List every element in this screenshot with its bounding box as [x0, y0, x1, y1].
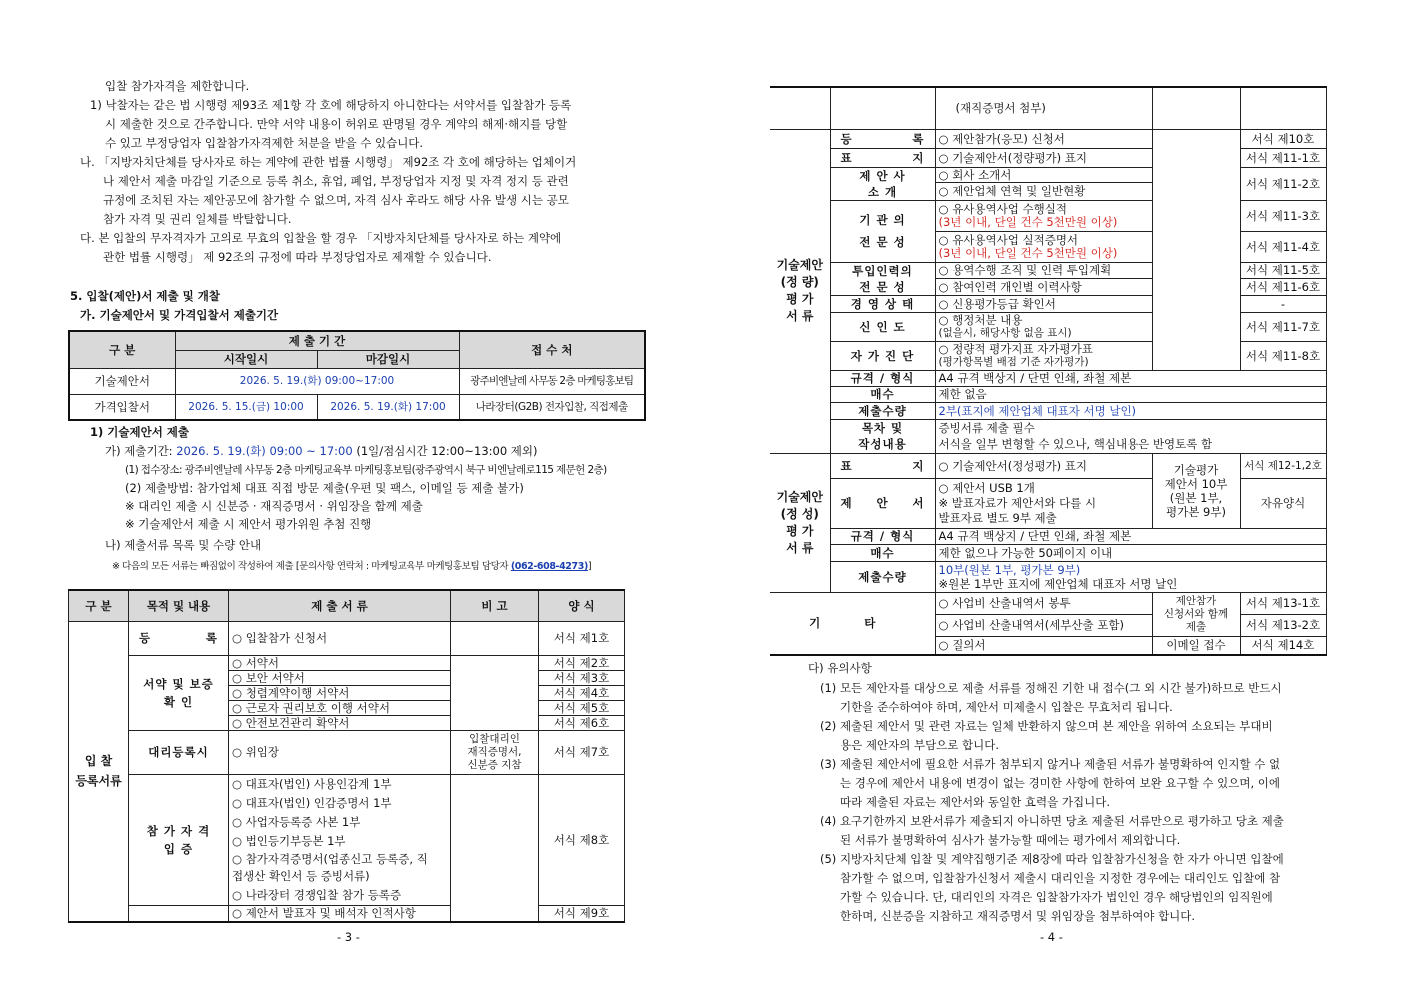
row-label: 기술제안서 [69, 368, 175, 394]
text-line: 1) 낙찰자는 같은 법 시행령 제93조 제1항 각 호에 해당하지 아니한다는 서약서를 입찰참가 등록 [90, 98, 572, 112]
period-value: 2026. 5. 15.(금) 10:00 [175, 394, 317, 420]
row-label: 자 가 진 단 [830, 341, 935, 370]
note-line: 는 경우에 제안서 내용에 변경이 없는 경미한 사항에 한하여 보완 요구할 수 있으며, 이에 [840, 776, 1280, 790]
text-line: 수 있고 부정당업자 입찰참가자격제한 처분을 받을 수 있습니다. [105, 136, 424, 150]
note-cell: 이메일 접수 [1152, 636, 1240, 655]
doc-item [935, 312, 1152, 341]
form-number: 서식 제11-8호 [1240, 341, 1326, 370]
group-label: 기술제안 (정 량) 평 가 서 류 [770, 129, 830, 453]
form-number: 서식 제4호 [539, 685, 625, 700]
note-cell: 입찰대리인 재직증명서, 신분증 지참 [451, 730, 539, 774]
sub-heading: 다) 유의사항 [808, 661, 872, 675]
form-number: 서식 제12-1,2호 [1240, 453, 1326, 478]
row-label: 규격 / 형식 [830, 370, 935, 386]
text-span: 가) 제출기간: [105, 444, 177, 458]
doc-item: ○ 용역수행 조직 및 인력 투입계획 [935, 262, 1152, 279]
doc-item: ○ 제안참가(응모) 신청서 [935, 129, 1152, 148]
note-cell [451, 774, 539, 922]
form-number: 서식 제10호 [1240, 129, 1326, 148]
form-number: 서식 제11-3호 [1240, 200, 1326, 231]
note-line: 참가할 수 없으며, 입찰참가신청서 제출시 대리인을 지정한 경우에는 대리인도 입찰에 참 [840, 871, 1281, 885]
doc-item: ○ 대표자(법인) 인감증명서 1부 [229, 793, 451, 812]
group-cell [770, 87, 830, 129]
spec-value: A4 규격 백상지 / 단면 인쇄, 좌철 제본 [935, 370, 1326, 386]
form-number: 자유양식 [1240, 478, 1326, 528]
form-number: 서식 제6호 [539, 715, 625, 730]
group-label: 기술제안 (정 성) 평 가 서 류 [770, 453, 830, 592]
text-line: 규정에 조치된 자는 제안공모에 참가할 수 없으며, 자격 심사 후라도 해당 사유 발생 시는 공모 [103, 193, 569, 207]
col-header: 비 고 [451, 590, 539, 621]
form-number: 서식 제1호 [539, 621, 625, 655]
phone-link[interactable]: (062-608-4273) [510, 561, 588, 572]
col-header: 마감일시 [317, 350, 459, 368]
form-number: 서식 제14호 [1240, 636, 1326, 655]
row-label: 경 영 상 태 [830, 295, 935, 312]
note-cell [451, 621, 539, 655]
doc-item: ○ 기술제안서(정성평가) 표지 [935, 453, 1152, 478]
note-cell [1152, 87, 1240, 129]
row-label: 기 타 [770, 592, 935, 655]
doc-item [935, 341, 1152, 370]
col-header: 접 수 처 [459, 331, 645, 368]
text-line: 다. 본 입찰의 무자격자가 고의로 무효의 입찰을 할 경우 「지방자치단체를 당사자로 하는 계약에 [80, 231, 562, 245]
doc-item: ○ 참여인력 개인별 이력사항 [935, 279, 1152, 296]
form-number: 서식 제11-2호 [1240, 167, 1326, 200]
form-number: 서식 제3호 [539, 670, 625, 685]
doc-sub: (없을시, 해당사항 없음 표시) [938, 326, 1072, 339]
doc-condition: (3년 이내, 단일 건수 5천만원 이상) [938, 245, 1118, 260]
text-line: 참가 자격 및 권리 일체를 박탈합니다. [103, 212, 292, 226]
doc-item: ○ 제안서 발표자 및 배석자 인적사항 [229, 905, 451, 922]
doc-item: ○ 회사 소개서 [935, 167, 1152, 183]
label-cell [830, 87, 935, 129]
note-line: 한하며, 신분증을 지참하고 재직증명서 및 위임장을 첨부하여야 합니다. [840, 909, 1196, 923]
row-label: 참 가 자 격 입 증 [129, 774, 229, 905]
page-3 [0, 0, 700, 992]
qty-value [935, 561, 1326, 592]
form-number: 서식 제11-6호 [1240, 279, 1326, 296]
page-4 [700, 0, 1403, 992]
row-label: 기 관 의 전 문 성 [830, 200, 935, 262]
row-label: 대리등록시 [129, 730, 229, 774]
qty-line: ※원본 1부만 표지에 제안업체 대표자 서명 날인 [938, 576, 1178, 591]
doc-item: ○ 질의서 [935, 636, 1152, 655]
row-label: 가격입찰서 [69, 394, 175, 420]
doc-item [935, 200, 1152, 231]
row-label: 서약 및 보증 확 인 [129, 655, 229, 730]
text-line: 나 제안서 제출 마감일 기준으로 등록 취소, 휴업, 폐업, 부정당업자 지정 및 자격 정지 등 관련 [103, 174, 569, 188]
pages-value: 제한 없으나 가능한 50페이지 이내 [935, 544, 1326, 561]
text-line: (1) 접수장소: 광주비엔날레 사무동 2층 마케팅교육부 마케팅홍보팀(광주광역시 북구 비엔날레로115 제문헌 2층) [125, 464, 607, 476]
doc-item: ○ 청렴계약이행 서약서 [229, 685, 451, 700]
note-line: 기한을 준수하여야 하며, 제안서 미제출시 입찰은 무효처리 됩니다. [840, 700, 1173, 714]
row-label: 표 지 [830, 148, 935, 167]
doc-item [935, 231, 1152, 262]
doc-condition: (3년 이내, 단일 건수 5천만원 이상) [938, 214, 1118, 229]
doc-item: ○ 신용평가등급 확인서 [935, 295, 1152, 312]
note-cell [1152, 129, 1240, 370]
col-header: 제 출 서 류 [229, 590, 451, 621]
form-cell [1240, 87, 1326, 129]
note-line: 가할 수 있습니다. 단, 대리인의 자격은 입찰참가자가 법인인 경우 해당법인의 임직원에 [840, 890, 1273, 904]
doc-item: ○ 나라장터 경쟁입찰 참가 등록증 [229, 886, 451, 905]
doc-item: (재직증명서 첨부) [935, 87, 1152, 129]
doc-item: ○ 보안 서약서 [229, 670, 451, 685]
doc-item: ○ 서약서 [229, 655, 451, 670]
note-line: 따라 제출된 자료는 제안서와 동일한 효력을 가집니다. [840, 795, 1110, 809]
col-header: 목적 및 내용 [129, 590, 229, 621]
col-header: 시작일시 [175, 350, 317, 368]
text-line: 시 제출한 것으로 간주합니다. 만약 서약 내용이 허위로 판명될 경우 계약의 해제·해지를 당할 [105, 117, 568, 131]
form-number: - [1240, 295, 1326, 312]
qty-value: 2부(표지에 제안업체 대표자 서명 날인) [935, 402, 1326, 419]
period-value: 2026. 5. 19.(화) 17:00 [317, 394, 459, 420]
col-header: 제 출 기 간 [175, 331, 459, 350]
text-line: 입찰 참가자격을 제한합니다. [105, 79, 250, 93]
row-label: 투입인력의 전 문 성 [830, 262, 935, 295]
period-table [68, 330, 646, 421]
col-header: 구 분 [69, 590, 129, 621]
col-header: 양 식 [539, 590, 625, 621]
form-number: 서식 제5호 [539, 700, 625, 715]
pages-value: 제한 없음 [935, 386, 1326, 402]
note-line: (4) 요구기한까지 보완서류가 제출되지 아니하면 당초 제출된 서류만으로 평가하고 당초 제출 [820, 814, 1284, 828]
place-value: 나라장터(G2B) 전자입찰, 직접제출 [459, 394, 645, 420]
doc-item: ○ 참가자격증명서(업종신고 등록증, 직 접생산 확인서 등 증빙서류) [229, 850, 451, 886]
form-number: 서식 제8호 [539, 774, 625, 905]
note-line: (5) 지방자치단체 입찰 및 계약집행기준 제8장에 따라 입찰참가신청을 한 자가 아니면 입찰에 [820, 852, 1284, 866]
doc-item: ○ 사업비 산출내역서 봉투 [935, 592, 1152, 614]
sub-heading: 1) 기술제안서 제출 [90, 425, 190, 439]
doc-item: ○ 제안업체 연혁 및 일반현황 [935, 183, 1152, 200]
page-number: - 4 - [1040, 930, 1063, 944]
row-label: 표 지 [830, 453, 935, 478]
form-number: 서식 제2호 [539, 655, 625, 670]
period-value: 2026. 5. 19.(화) 09:00~17:00 [175, 368, 459, 394]
row-label: 제출수량 [830, 402, 935, 419]
form-number: 서식 제11-5호 [1240, 262, 1326, 279]
row-label: 등 록 [129, 621, 229, 655]
row-label: 등 록 [830, 129, 935, 148]
row-label: 매수 [830, 386, 935, 402]
text-line: 나) 제출서류 목록 및 수량 안내 [105, 538, 262, 552]
doc-item: ○ 위임장 [229, 730, 451, 774]
qty-line: 10부(원본 1부, 평가본 9부) [938, 562, 1081, 577]
note-line: (2) 제출된 제안서 및 관련 자료는 일체 반환하지 않으며 본 제안을 위하여 소요되는 부대비 [820, 719, 1273, 733]
text-line [105, 443, 538, 460]
note-line: 된 서류가 불명확하여 심사가 불가능할 때에는 평가에서 제외합니다. [840, 833, 1181, 847]
toc-value: 증빙서류 제출 필수 서식을 일부 변형할 수 있으나, 핵심내용은 반영토록 함 [935, 419, 1326, 453]
note-cell: 제안참가 신청서와 함께 제출 [1152, 592, 1240, 636]
doc-item: ○ 입찰참가 신청서 [229, 621, 451, 655]
date-span: 2026. 5. 19.(화) 09:00 ~ 17:00 [176, 444, 353, 458]
doc-item: ○ 사업자등록증 사본 1부 [229, 812, 451, 831]
documents-table [68, 589, 625, 923]
col-header: 구 분 [69, 331, 175, 368]
tech-docs-table [770, 86, 1327, 656]
text-line: 나. 「지방자치단체를 당사자로 하는 계약에 관한 법률 시행령」 제92조 각 호에 해당하는 업체이거 [80, 155, 577, 169]
form-number: 서식 제9호 [539, 905, 625, 922]
sub-heading: 가. 기술제안서 및 가격입찰서 제출기간 [80, 308, 279, 322]
doc-text: ○ 행정처분 내용 [938, 312, 1023, 327]
doc-item: ○ 법인등기부등본 1부 [229, 831, 451, 850]
doc-item: ○ 대표자(법인) 사용인감계 1부 [229, 774, 451, 793]
row-label: 규격 / 형식 [830, 528, 935, 544]
note-line: (3) 제출된 제안서에 필요한 서류가 첨부되지 않거나 제출된 서류가 불명확하여 인지할 수 없 [820, 757, 1281, 771]
row-label: 목차 및 작성내용 [830, 419, 935, 453]
note-line [112, 558, 591, 575]
doc-item: ○ 기술제안서(정량평가) 표지 [935, 148, 1152, 167]
text-span: ※ 다음의 모든 서류는 빠짐없이 작성하여 제출 [문의사항 연락처 : 마케팅교육부 마케팅홍보팀 담당자 [112, 561, 511, 572]
form-number: 서식 제11-4호 [1240, 231, 1326, 262]
place-value: 광주비엔날레 사무동 2층 마케팅홍보팀 [459, 368, 645, 394]
group-label: 입 찰 등록서류 [69, 621, 129, 922]
form-number: 서식 제13-2호 [1240, 614, 1326, 636]
page-number: - 3 - [337, 930, 360, 944]
row-label: 매수 [830, 544, 935, 561]
note-line: (1) 모든 제안자를 대상으로 제출 서류를 정해진 기한 내 접수(그 외 시간 불가)하므로 반드시 [820, 681, 1282, 695]
section-heading: 5. 입찰(제안)서 제출 및 개찰 [70, 289, 220, 303]
doc-item: ○ 사업비 산출내역서(세부산출 포함) [935, 614, 1152, 636]
doc-item: ○ 근로자 권리보호 이행 서약서 [229, 700, 451, 715]
row-label: 제출수량 [830, 561, 935, 592]
note-line: ※ 기술제안서 제출 시 제안서 평가위원 추첨 진행 [125, 517, 372, 531]
text-line: (2) 제출방법: 참가업체 대표 직접 방문 제출(우편 및 팩스, 이메일 등 제출 불가) [125, 481, 524, 495]
doc-sub: (평가항목별 배점 기준 자가평가) [938, 355, 1089, 368]
row-label: 제 안 서 [830, 478, 935, 528]
text-span: ] [587, 561, 592, 572]
text-line: 관한 법률 시행령」 제 92조의 규정에 따라 부정당업자로 제재할 수 있습니다. [103, 250, 492, 264]
doc-text: ○ 유사용역사업 수행실적 [938, 201, 1067, 216]
doc-item: ○ 안전보건관리 확약서 [229, 715, 451, 730]
row-label: 신 인 도 [830, 312, 935, 341]
note-line: 용은 제안자의 부담으로 합니다. [840, 738, 1000, 752]
row-label: 제 안 사 소 개 [830, 167, 935, 200]
row-label [129, 905, 229, 922]
form-number: 서식 제11-1호 [1240, 148, 1326, 167]
doc-text: ○ 유사용역사업 실적증명서 [938, 232, 1079, 247]
note-line: ※ 대리인 제출 시 신분증 · 재직증명서 · 위임장을 함께 제출 [125, 499, 423, 513]
form-number: 서식 제7호 [539, 730, 625, 774]
form-number: 서식 제13-1호 [1240, 592, 1326, 614]
doc-item: ○ 제안서 USB 1개 ※ 발표자료가 제안서와 다를 시 발표자료 별도 9부 제출 [935, 478, 1152, 528]
form-number: 서식 제11-7호 [1240, 312, 1326, 341]
text-span: (1일/점심시간 12:00~13:00 제외) [352, 444, 538, 458]
note-cell [451, 655, 539, 730]
note-cell: 기술평가 제안서 10부 (원본 1부, 평가본 9부) [1152, 453, 1240, 528]
doc-text: ○ 정량적 평가지표 자가평가표 [938, 341, 1093, 356]
spec-value: A4 규격 백상지 / 단면 인쇄, 좌철 제본 [935, 528, 1326, 544]
